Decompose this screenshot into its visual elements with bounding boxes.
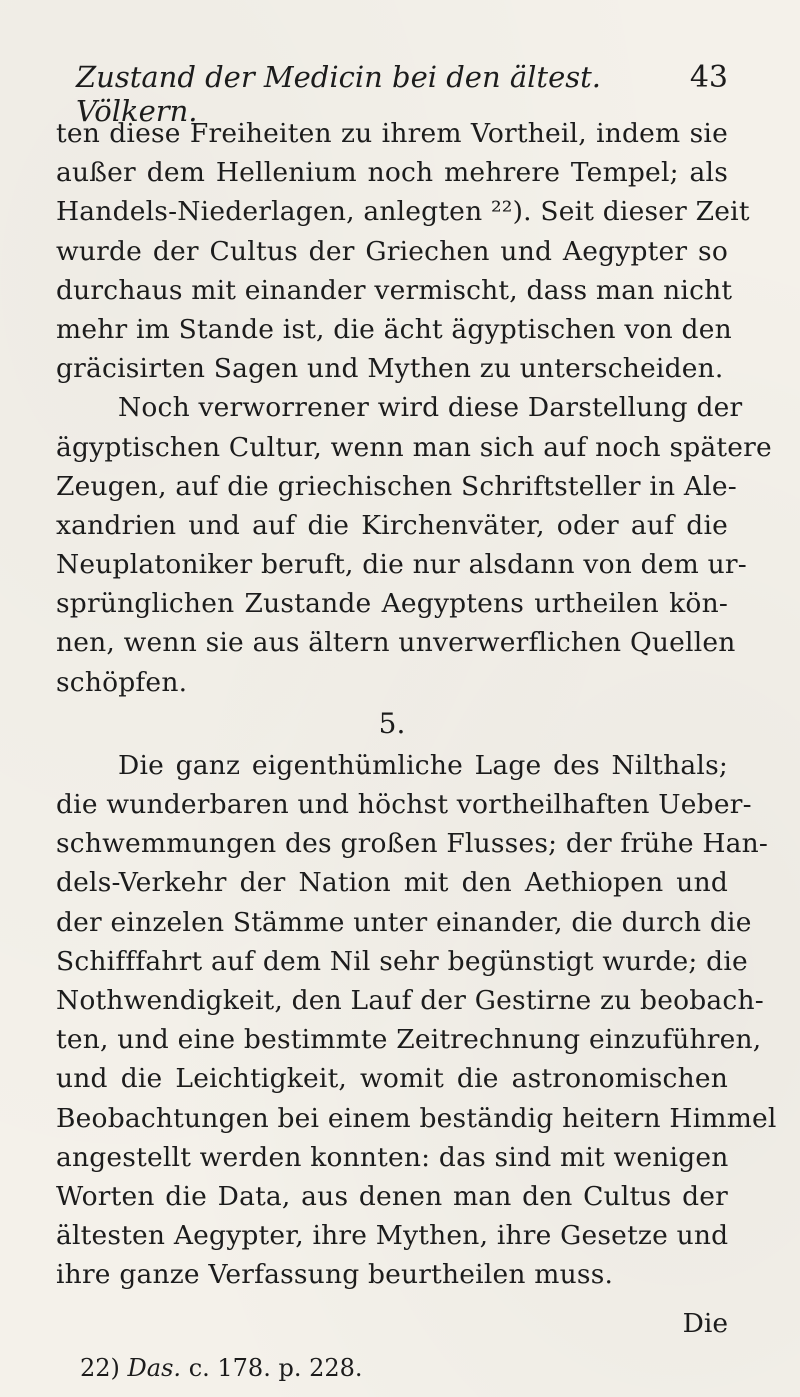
text-line: ten, und eine bestimmte Zeitrechnung einzuführen, [56,1024,762,1056]
text-line: ältesten Aegypter, ihre Mythen, ihre Gesetze und [56,1220,729,1252]
text-line: Nothwendigkeit, den Lauf der Gestirne zu beobach- [56,984,764,1016]
footnote [56,1348,728,1388]
text-line: angestellt werden konnten: das sind mit wenigen [56,1141,729,1173]
section-number: 5. [378,706,406,740]
footnote-source: Das. [127,1354,182,1383]
text-line: der einzelen Stämme unter einander, die durch die [56,906,752,938]
text-line: Worten die Data, aus denen man den Cultus der [56,1180,728,1212]
text-line: durchaus mit einander vermischt, dass man nicht [56,274,733,306]
text-line: und die Leichtigkeit, womit die astronomischen [56,1063,728,1095]
paragraph-1 [56,114,750,388]
text-line: ägyptischen Cultur, wenn man sich auf noch spätere [56,431,772,463]
text-line: Beobachtungen bei einem beständig heitern Himmel [56,1102,777,1134]
text-line: Handels-Niederlagen, anlegten ²²). Seit dieser Zeit [56,196,750,228]
text-line: Noch verworrener wird diese Darstellung der [118,392,743,424]
text-line: mehr im Stande ist, die ächt ägyptischen von den [56,313,732,345]
catchword: Die [682,1308,728,1340]
footnote-marker: 22) [80,1354,120,1383]
running-title: Zustand der Medicin bei den ältest. Völkern. [76,60,602,128]
text-line: gräcisirten Sagen und Mythen zu unterscheiden. [56,353,724,385]
text-line: nen, wenn sie aus ältern unverwerflichen Quellen [56,627,736,659]
page-number: 43 [689,60,728,95]
text-line: schöpfen. [56,666,188,698]
running-header [56,60,728,128]
text-line: Zeugen, auf die griechischen Schriftsteller in Ale- [56,470,737,502]
text-line: die wunderbaren und höchst vortheilhaften Ueber- [56,789,752,820]
text-line: Schifffahrt auf dem Nil sehr begünstigt wurde; die [56,945,748,977]
text-line: ten diese Freiheiten zu ihrem Vortheil, indem sie [56,118,728,149]
footnote-reference: c. 178. p. 228. [188,1354,363,1383]
text-line: ihre ganze Verfassung beurtheilen muss. [56,1259,614,1291]
paragraph-2 [56,388,772,702]
text-line: schwemmungen des großen Flusses; der frühe Han- [56,828,769,860]
text-line: sprünglichen Zustande Aegyptens urtheilen kön- [56,588,728,620]
text-line: Neuplatoniker beruft, die nur alsdann von dem ur- [56,549,747,581]
text-line: dels-Verkehr der Nation mit den Aethiopen und [56,867,728,899]
text-line: außer dem Hellenium noch mehrere Tempel; als [56,157,728,189]
text-line: Die ganz eigenthümliche Lage des Nilthals; [118,749,728,781]
paragraph-3 [56,746,777,1295]
text-line: xandrien und auf die Kirchenväter, oder auf die [56,509,728,541]
text-line: wurde der Cultus der Griechen und Aegypter so [56,235,728,267]
